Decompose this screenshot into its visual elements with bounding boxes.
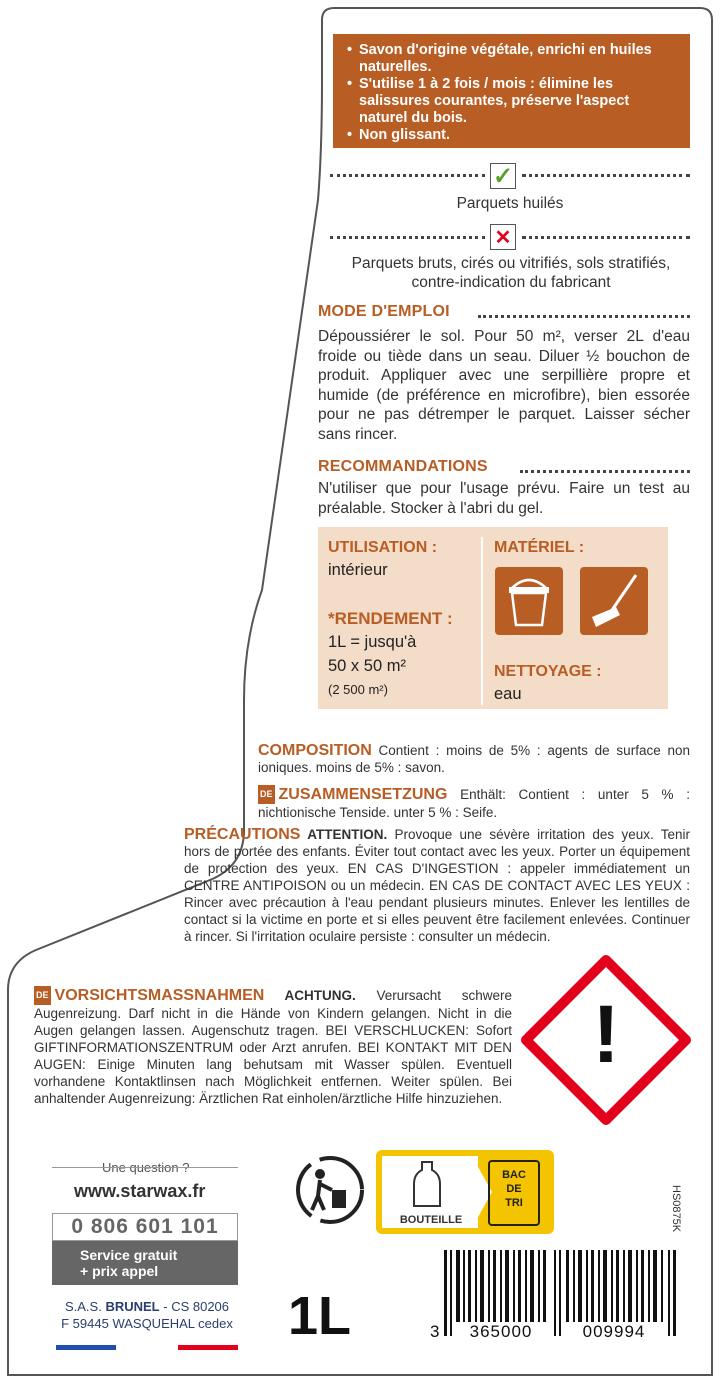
vorsicht-block — [34, 986, 512, 1107]
composition-block — [258, 742, 690, 776]
suitable-surfaces: Parquets huilés — [456, 195, 564, 212]
ghs-exclamation-icon — [520, 954, 692, 1126]
mop-icon — [580, 567, 648, 635]
dotted-divider — [520, 470, 690, 473]
zusammensetzung-heading: ZUSAMMENSETZUNG — [278, 786, 448, 803]
service-line: Service gratuit — [80, 1247, 178, 1263]
vorsicht-text: Verursacht schwere Augenreizung. Darf nicht in die Hände von Kindern gelangen. Nicht in die Augen gelangen lassen. Augenschutz tragen. BEI VERSCHLUCKEN: Sofort GIFTINFORMATIONSZENTRUM oder Arzt anrufen. BEI KONTAKT MIT DEN AUGEN: Einige Minuten lang behutsam mit Wasser spülen. Eventuell vorhandene Kontaktlinsen nach Möglichkeit entfernen. Weiter spülen. Bei anhaltender Augenreizung: Ärztlichen Rat einholen/ärztliche Hilfe hinzuziehen. — [34, 988, 512, 1106]
panel-divider — [481, 537, 483, 705]
precautions-text: Provoque une sévère irritation des yeux. Tenir hors de portée des enfants. Éviter tout contact avec les yeux. Porter un équipement de protection des yeux. EN CAS D'INGESTION : appeler immédiatement un CENTRE ANTIPOISON ou un médecin. EN CAS DE CONTACT AVEC LES YEUX : Rincer avec précaution à l'eau pendant plusieurs minutes. Enlever les lentilles de contact si la victime en porte et si elles peuvent être facilement enlevées. Continuer à rincer. Si l'irritation oculaire persiste : consulter un médecin. — [184, 827, 690, 944]
bucket-icon — [495, 567, 563, 635]
exclamation-glyph: ! — [592, 989, 620, 1080]
service-badge — [52, 1241, 238, 1285]
question-label: Une question ? — [102, 1160, 190, 1175]
benefit-item: • Savon d'origine végétale, enrichi en huiles naturelles. — [347, 42, 680, 76]
german-flag-badge: DE — [258, 785, 275, 804]
barcode-digits: 365000 — [456, 1322, 546, 1342]
mode-emploi-heading: MODE D'EMPLOI — [318, 303, 450, 320]
nettoyage-value: eau — [494, 685, 522, 703]
benefit-item: • S'utilise 1 à 2 fois / mois : élimine les salissures courantes, préserve l'aspect naturel du bois. — [347, 76, 680, 127]
usage-panel — [318, 527, 668, 709]
utilisation-value: intérieur — [328, 561, 388, 579]
contact-frame — [52, 1167, 238, 1168]
product-code: HS0875K — [670, 1185, 682, 1233]
vorsicht-achtung: ACHTUNG. — [264, 988, 356, 1003]
precautions-block — [184, 826, 690, 945]
sorting-bin-icon: BAC DE TRI — [488, 1160, 540, 1226]
rendement-value: 1L = jusqu'à — [328, 633, 417, 651]
composition-heading: COMPOSITION — [258, 742, 372, 759]
dotted-divider — [478, 315, 690, 318]
recommandations-heading: RECOMMANDATIONS — [318, 458, 488, 475]
dotted-divider — [522, 236, 690, 239]
website-link[interactable]: www.starwax.fr — [74, 1181, 206, 1201]
recommandations-text: N'utiliser que pour l'usage prévu. Faire un test au préalable. Stocker à l'abri du gel. — [318, 480, 690, 517]
cross-icon: ✕ — [490, 224, 516, 250]
company-address: S.A.S. BRUNEL - CS 80206 F 59445 WASQUEHAL cedex — [61, 1299, 233, 1331]
nettoyage-label: NETTOYAGE : — [494, 663, 602, 680]
german-flag-badge: DE — [34, 986, 51, 1005]
zusammensetzung-text: Enthält: Contient : unter 5 % : nichtionische Tenside. unter 5 % : Seife. — [258, 787, 690, 820]
bottle-label: BOUTEILLE — [399, 1214, 463, 1226]
dotted-divider — [330, 236, 485, 239]
barcode — [430, 1250, 692, 1341]
composition-text: Contient : moins de 5% : agents de surface non ioniques. moins de 5% : savon. — [258, 743, 690, 775]
sorting-info — [376, 1150, 554, 1234]
utilisation-label: UTILISATION : — [328, 539, 438, 556]
service-line: + prix appel — [80, 1263, 159, 1279]
materiel-label: MATÉRIEL : — [494, 539, 585, 556]
benefit-item: • Non glissant. — [347, 127, 680, 144]
benefits-banner — [333, 34, 690, 148]
unsuitable-surfaces: Parquets bruts, cirés ou vitrifiés, sols stratifiés, contre-indication du fabricant — [351, 255, 671, 291]
mode-emploi-text: Dépoussiérer le sol. Pour 50 m², verser 2L d'eau froide ou tiède dans un seau. Diluer ½ bouchon de produit. Appliquer avec une serpillière propre et humide (de préférence en microfibre), bien essorée pour ne pas détremper le parquet. Laisser sécher sans rincer. — [318, 328, 690, 443]
dotted-divider — [330, 174, 485, 177]
zusammensetzung-block — [258, 785, 690, 821]
vorsicht-heading: VORSICHTSMASSNAHMEN — [54, 987, 265, 1004]
barcode-digit: 3 — [430, 1322, 440, 1341]
barcode-digits: 009994 — [566, 1322, 662, 1342]
precautions-heading: PRÉCAUTIONS — [184, 826, 301, 843]
rendement-value: (2 500 m²) — [328, 682, 388, 697]
flag-red — [178, 1345, 238, 1350]
bottle-icon — [412, 1160, 442, 1210]
check-icon: ✓ — [490, 163, 516, 189]
dotted-divider — [522, 174, 690, 177]
rendement-label: *RENDEMENT : — [328, 609, 453, 628]
flag-blue — [56, 1345, 116, 1350]
phone-number[interactable]: 0 806 601 101 — [52, 1213, 238, 1241]
recycling-person-icon — [292, 1152, 368, 1228]
precautions-attention: ATTENTION. — [300, 827, 388, 842]
volume-label: 1L — [288, 1286, 352, 1346]
rendement-value: 50 x 50 m² — [328, 657, 406, 675]
